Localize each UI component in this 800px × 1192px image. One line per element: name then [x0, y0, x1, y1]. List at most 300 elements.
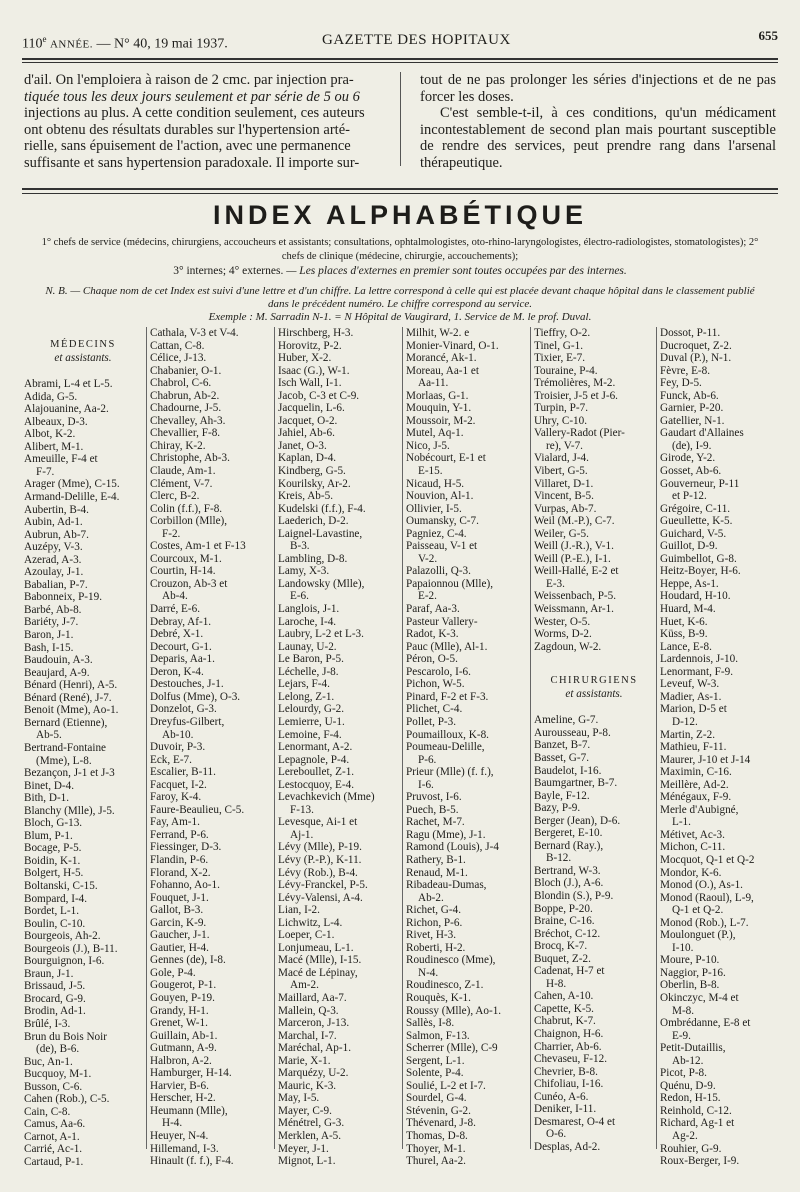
index-entry: Darré, E-6.	[150, 603, 201, 616]
index-entry: P-6.	[418, 753, 437, 766]
index-entry: O-6.	[546, 1128, 567, 1141]
index-entry: Zagdoun, W-2.	[534, 640, 602, 653]
index-entry: Chaignon, H-6.	[534, 1027, 604, 1040]
index-entry: Vurpas, Ab-7.	[534, 502, 597, 515]
index-entry: Guimbellot, G-8.	[660, 552, 737, 565]
index-note: N. B. — Chaque nom de cet Index est suivi d'une lettre et d'un chiffre. La lettre correspond à celle qui est placée devant chaque hôpital dans le classement publié dans le précédent numéro. Le chiffre correspond au service. Exemple : M. Sarradin N-1. = N Hôpital de Vaugirard, 1. Service de M. le prof. Duval.	[45, 285, 755, 323]
index-entry: Bourgeois (J.), B-11.	[24, 942, 118, 955]
index-entry: Lardennois, J-10.	[660, 653, 738, 666]
index-entry: Gallot, B-3.	[150, 904, 204, 917]
index-entry: Bénard (René), J-7.	[24, 691, 112, 704]
index-entry: Richard, Ag-1 et	[660, 1117, 735, 1130]
index-entry: Abrami, L-4 et L-5.	[24, 378, 113, 391]
index-entry: Mouquin, Y-1.	[406, 402, 472, 415]
index-entry: Maillard, Aa-7.	[278, 991, 347, 1004]
index-entry: Buc, An-1.	[24, 1055, 73, 1068]
index-entry: Charrier, Ab-6.	[534, 1040, 602, 1053]
index-entry: Chevaseu, F-12.	[534, 1053, 608, 1066]
index-entry: Blum, P-1.	[24, 829, 73, 842]
index-entry: Brodin, Ad-1.	[24, 1005, 86, 1018]
index-entry: Cattan, C-8.	[150, 339, 205, 352]
index-entry: E-6.	[290, 590, 309, 603]
index-entry: Carnot, A-1.	[24, 1130, 80, 1143]
index-entry: F-2.	[162, 527, 181, 540]
index-entry: Scherrer (Mlle), C-9	[406, 1042, 498, 1055]
index-entry: Azerad, A-3.	[24, 553, 82, 566]
section-heading-medecins: MÉDECINS	[50, 339, 116, 350]
index-entry: Cathala, V-3 et V-4.	[150, 327, 239, 339]
index-entry: Villaret, D-1.	[534, 477, 594, 490]
index-entry: Gutmann, A-9.	[150, 1042, 217, 1055]
index-entry: Binet, D-4.	[24, 779, 75, 792]
column-5	[534, 327, 654, 1153]
index-entry: Babonneix, P-19.	[24, 591, 102, 604]
index-entry: Heumann (Mlle),	[150, 1104, 228, 1117]
index-entry: Lévy-Valensi, A-4.	[278, 891, 363, 904]
index-entry: Nicaud, H-5.	[406, 477, 465, 490]
index-entry: Cartaud, P-1.	[24, 1156, 84, 1168]
index-entry: Crouzon, Ab-3 et	[150, 577, 228, 590]
index-entry: Desplas, Ad-2.	[534, 1140, 601, 1153]
index-entry: Baron, J-1.	[24, 629, 74, 642]
index-entry: Ragu (Mme), J-1.	[406, 828, 486, 841]
index-entry: Rivet, H-3.	[406, 929, 457, 942]
index-entry: Dolfus (Mme), O-3.	[150, 690, 241, 703]
index-entry: Péron, O-5.	[406, 653, 458, 666]
index-entry: Aubin, Ad-1.	[24, 516, 83, 529]
index-entry: Huber, X-2.	[278, 352, 332, 365]
index-entry: Marchal, I-7.	[278, 1029, 337, 1042]
index-entry: Bénard (Henri), A-5.	[24, 679, 118, 692]
index-entry: Nouvion, Al-1.	[406, 490, 474, 503]
index-entry: Lelong, Z-1.	[278, 690, 335, 703]
index-entry: Beaujard, A-9.	[24, 666, 90, 679]
index-entry: Oumansky, C-7.	[406, 515, 479, 528]
index-entry: Chabrol, C-6.	[150, 377, 212, 390]
index-entry: Brun du Bois Noir	[24, 1030, 107, 1043]
index-entry: Pauc (Mlle), Al-1.	[406, 640, 488, 653]
index-entry: Ab-5.	[36, 729, 62, 742]
index-entry: Hillemand, I-3.	[150, 1142, 219, 1155]
index-entry: Gaudart d'Allaines	[660, 427, 744, 440]
index-entry: Ribadeau-Dumas,	[406, 879, 487, 892]
index-entry: Gueullette, K-5.	[660, 515, 733, 528]
index-entry: Ferrand, P-6.	[150, 828, 209, 841]
index-entry: Donzelot, G-3.	[150, 703, 217, 716]
index-entry: Gougerot, P-1.	[150, 979, 217, 992]
index-entry: Levachkevich (Mme)	[278, 791, 375, 804]
index-entry: Florand, X-2.	[150, 866, 211, 879]
index-entry: Richet, G-4.	[406, 904, 461, 917]
index-entry: F-7.	[36, 465, 55, 478]
index-entry: Duval (P.), N-1.	[660, 352, 732, 365]
index-entry: Bourguignon, I-6.	[24, 955, 105, 968]
page-header	[22, 28, 778, 54]
index-entry: Radot, K-3.	[406, 628, 459, 641]
index-entry: May, I-5.	[278, 1092, 320, 1105]
index-entry: Auzépy, V-3.	[24, 541, 83, 554]
index-entry: Rouquès, K-1.	[406, 991, 471, 1004]
index-entry: Nico, J-5.	[406, 439, 450, 452]
index-entry: N-4.	[418, 966, 439, 979]
index-entry: Lonjumeau, L-1.	[278, 941, 354, 954]
index-entry: Faroy, K-4.	[150, 791, 202, 804]
index-entry: I-10.	[672, 941, 694, 954]
index-entry: Halbron, A-2.	[150, 1054, 212, 1067]
header-rule	[22, 58, 778, 60]
index-entry: Thévenard, J-8.	[406, 1117, 476, 1130]
index-entry: Basset, G-7.	[534, 751, 589, 764]
index-entry: Renaud, M-1.	[406, 866, 468, 879]
index-entry: Boppe, P-20.	[534, 902, 593, 915]
index-entry: Maximin, C-16.	[660, 766, 732, 779]
index-entry: Meyer, J-1.	[278, 1142, 329, 1155]
index-entry: Chevalley, Ah-3.	[150, 414, 226, 427]
index-entry: Facquet, I-2.	[150, 778, 207, 791]
index-entry: Launay, U-2.	[278, 640, 337, 653]
index-entry: Carrié, Ac-1.	[24, 1143, 83, 1156]
issue-info: 110e ANNÉE. — N° 40, 19 mai 1937.	[22, 34, 228, 52]
index-entry: Laubry, L-2 et L-3.	[278, 628, 364, 641]
index-entry: Weissenbach, P-5.	[534, 590, 617, 603]
index-entry: Rachet, M-7.	[406, 816, 465, 829]
index-entry: Heuyer, N-4.	[150, 1130, 209, 1142]
index-entry: Deniker, I-11.	[534, 1103, 597, 1116]
index-entry: Trémolières, M-2.	[534, 377, 616, 390]
index-entry: Cain, C-8.	[24, 1105, 71, 1118]
column-divider	[146, 327, 147, 1149]
index-entry: Babalian, P-7.	[24, 578, 88, 591]
index-entry: Morlaas, G-1.	[406, 389, 469, 402]
index-entry: Mathieu, F-11.	[660, 741, 727, 754]
index-entry: Brûlé, I-3.	[24, 1017, 71, 1030]
index-entry: Bernard (Ray.),	[534, 839, 604, 852]
index-title: INDEX ALPHABÉTIQUE	[212, 200, 588, 230]
index-entry: Lévy (P.-P.), K-11.	[278, 853, 362, 866]
index-entry: Heppe, As-1.	[660, 577, 719, 590]
index-entry: Ab-12.	[672, 1054, 704, 1067]
index-entry: Moure, P-10.	[660, 954, 720, 967]
column-4	[406, 327, 526, 1168]
index-entry: Flandin, P-6.	[150, 853, 209, 866]
index-entry: Azoulay, J-1.	[24, 566, 84, 579]
index-entry: Fouquet, J-1.	[150, 891, 209, 904]
index-entry: Garnier, P-20.	[660, 402, 724, 415]
index-entry: Horovitz, P-2.	[278, 339, 342, 352]
index-entry: Puech, B-5.	[406, 803, 459, 816]
index-entry: Roberti, H-2.	[406, 941, 466, 954]
index-entry: H-8.	[546, 977, 567, 990]
index-entry: Weill (P.-E.), I-1.	[534, 552, 611, 565]
index-entry: Lenormant, F-9.	[660, 665, 734, 678]
index-entry: Boulin, C-10.	[24, 917, 86, 930]
index-entry: Reinhold, C-12.	[660, 1104, 732, 1117]
index-entry: Moreau, Aa-1 et	[406, 364, 480, 377]
index-entry: Pruvost, I-6.	[406, 791, 462, 804]
index-entry: Moulonguet (P.),	[660, 929, 736, 942]
index-entry: Chabrun, Ab-2.	[150, 389, 220, 402]
index-entry: Roudinesco, Z-1.	[406, 979, 484, 992]
column-6	[660, 327, 778, 1168]
index-entry: Clément, V-7.	[150, 477, 213, 490]
index-entry: M-8.	[672, 1004, 695, 1017]
index-entry: Aj-1.	[290, 828, 314, 841]
index-entry: Levesque, Ai-1 et	[278, 816, 358, 829]
index-entry: Moussoir, M-2.	[406, 414, 476, 427]
index-entry: Aubertin, B-4.	[24, 503, 89, 516]
index-entry: Gatellier, N-1.	[660, 414, 725, 427]
index-entry: Garcin, K-9.	[150, 916, 207, 929]
index-entry: Cunéo, A-6.	[534, 1090, 589, 1103]
index-entry: Palazolli, Q-3.	[406, 565, 471, 578]
index-entry: Redon, H-15.	[660, 1092, 721, 1105]
index-entry: Huard, M-4.	[660, 603, 716, 616]
index-entry: Michon, C-11.	[660, 841, 726, 854]
index-entry: Richon, P-6.	[406, 916, 463, 929]
index-entry: Brocq, K-7.	[534, 940, 588, 953]
index-entry: Grenet, W-1.	[150, 1017, 208, 1030]
column-divider	[656, 327, 657, 1149]
index-entry: Morancé, Ak-1.	[406, 352, 477, 365]
index-entry: Sergent, L-1.	[406, 1054, 465, 1067]
section-subheading: et assistants.	[54, 351, 112, 364]
index-entry: Papaionnou (Mlle),	[406, 577, 493, 590]
index-entry: Meillère, Ad-2.	[660, 778, 729, 791]
index-entry: Aubrun, Ab-7.	[24, 528, 89, 541]
index-entry: Bucquoy, M-1.	[24, 1068, 92, 1081]
index-entry: L-1.	[672, 816, 691, 829]
index-entry: Q-1 et Q-2.	[672, 904, 724, 917]
index-entry: Gennes (de), I-8.	[150, 954, 226, 967]
index-entry: Deron, K-4.	[150, 665, 204, 678]
index-entry: Salmon, F-13.	[406, 1029, 470, 1042]
index-entry: Mutel, Aq-1.	[406, 427, 464, 440]
index-entry: Rathery, B-1.	[406, 853, 466, 866]
index-entry: I-6.	[418, 778, 434, 791]
index-entry: Jacquelin, L-6.	[278, 402, 345, 415]
section-subheading: et assistants.	[565, 687, 623, 700]
index-entry: Jacquet, O-2.	[278, 414, 338, 427]
index-entry: Laignel-Lavastine,	[278, 527, 363, 540]
index-entry: Lian, I-2.	[278, 904, 320, 917]
index-entry: Chabanier, O-1.	[150, 364, 222, 377]
index-entry: Fèvre, E-8.	[660, 364, 711, 377]
column-2	[150, 327, 272, 1168]
index-entry: Bréchot, C-12.	[534, 927, 601, 940]
journal-title: GAZETTE DES HOPITAUX	[322, 32, 511, 48]
index-entry: Paisseau, V-1 et	[406, 540, 478, 553]
index-entry: Vincent, B-5.	[534, 490, 594, 503]
index-entry: Ducroquet, Z-2.	[660, 339, 732, 352]
index-entry: Ab-4.	[162, 590, 188, 603]
index-entry: Chiray, K-2.	[150, 439, 206, 452]
index-entry: Gouverneur, P-11	[660, 477, 740, 490]
index-entry: Macé (Mlle), I-15.	[278, 954, 362, 967]
index-entry: Aa-11.	[418, 377, 449, 390]
column-3	[278, 327, 400, 1168]
index-entry: Milhit, W-2. e	[406, 327, 470, 339]
index-entry: Pichon, W-5.	[406, 678, 465, 691]
index-entry: Touraine, P-4.	[534, 364, 598, 377]
index-entry: Berger (Jean), D-6.	[534, 814, 621, 827]
index-entry: Braun, J-1.	[24, 967, 74, 980]
index-entry: Lemierre, U-1.	[278, 715, 345, 728]
index-entry: E-2.	[418, 590, 437, 603]
column-divider	[530, 327, 531, 1149]
index-entry: Laroche, I-4.	[278, 615, 337, 628]
index-entry: Poumeau-Delille,	[406, 741, 485, 754]
index-entry: Debré, X-1.	[150, 628, 204, 641]
index-entry: Herscher, H-2.	[150, 1092, 216, 1105]
index-entry: Merle d'Aubigné,	[660, 803, 739, 816]
index-entry: Costes, Am-1 et F-13	[150, 540, 246, 553]
index-entry: Lévy (Rob.), B-4.	[278, 866, 358, 879]
index-entry: Ameline, G-7.	[534, 714, 599, 727]
index-entry: Kourilsky, Ar-2.	[278, 477, 351, 490]
index-entry: Faure-Beaulieu, C-5.	[150, 803, 245, 816]
column-divider	[400, 72, 401, 166]
index-entry: Pasteur Vallery-	[406, 615, 478, 628]
index-entry: Escalier, B-11.	[150, 766, 216, 779]
index-entry: Kudelski (f.f.), F-4.	[278, 502, 366, 515]
index-entry: Guillot, D-9.	[660, 540, 718, 553]
index-entry: Hinault (f. f.), F-4.	[150, 1155, 234, 1168]
index-entry: Gosset, Ab-6.	[660, 465, 722, 478]
index-entry: Vialard, J-4.	[534, 452, 589, 465]
index-entry: Ab-10.	[162, 728, 194, 741]
index-entry: Chabrut, K-7.	[534, 1015, 596, 1028]
index-entry: Boidin, K-1.	[24, 854, 81, 867]
index-entry: Worms, D-2.	[534, 628, 592, 641]
index-entry: Barbé, Ab-8.	[24, 603, 82, 616]
index-entry: Chevrier, B-8.	[534, 1065, 598, 1078]
index-entry: Chevallier, F-8.	[150, 427, 221, 440]
index-entry: Vallery-Radot (Pier-	[534, 427, 625, 440]
index-entry: Mocquot, Q-1 et Q-2	[660, 853, 755, 866]
column-medecins	[24, 327, 142, 1169]
index-entry: Ameuille, F-4 et	[24, 453, 98, 466]
index-entry: Lichwitz, L-4.	[278, 916, 343, 929]
index-entry: Gautier, H-4.	[150, 941, 209, 954]
intro-text	[24, 72, 776, 182]
index-entry: Tinel, G-1.	[534, 339, 584, 352]
index-entry: Thurel, Aa-2.	[406, 1155, 466, 1168]
index-entry: Ag-2.	[672, 1130, 698, 1142]
index-entry: Albeaux, D-3.	[24, 415, 88, 428]
index-entry: Clerc, B-2.	[150, 490, 200, 503]
index-entry: Isaac (G.), W-1.	[278, 364, 350, 377]
section-rule-thin	[22, 193, 778, 194]
index-entry: Albot, K-2.	[24, 428, 76, 441]
index-entry: Paraf, Aa-3.	[406, 603, 460, 616]
index-subtitle: 1° chefs de service (médecins, chirurgiens, accoucheurs et assistants; consultations, ophtalmologistes, oto-rhino-laryngologistes, électro-radiologistes, stomatologistes); 2° chefs de clinique (médecine, chirurgie, accouchements); 3° internes; 4° externes. — Les places d'externes en premier sont toutes occupées par des internes.	[41, 237, 759, 277]
index-entry: Armand-Delille, E-4.	[24, 491, 120, 504]
index-entry: Debray, Af-1.	[150, 615, 212, 628]
index-entry: Cahen, A-10.	[534, 990, 594, 1003]
index-entry: Banzet, B-7.	[534, 739, 591, 752]
index-entry: Arager (Mme), C-15.	[24, 478, 120, 491]
index-entry: Merklen, A-5.	[278, 1130, 342, 1142]
index-entry: Duvoir, P-3.	[150, 741, 206, 754]
index-entry: Chadourne, J-5.	[150, 402, 222, 415]
index-entry: Monod (O.), As-1.	[660, 879, 743, 892]
index-entry: Bernard (Etienne),	[24, 716, 108, 729]
index-entry: Dreyfus-Gilbert,	[150, 715, 225, 728]
index-entry: Loeper, C-1.	[278, 929, 335, 942]
index-entry: Bolgert, H-5.	[24, 867, 84, 880]
index-entry: Hamburger, H-14.	[150, 1067, 232, 1080]
index-entry: Camus, Aa-6.	[24, 1118, 86, 1131]
index-entry: Pagniez, C-4.	[406, 527, 467, 540]
index-entry: Küss, B-9.	[660, 628, 708, 641]
index-entry: Okinczyc, M-4 et	[660, 991, 739, 1004]
index-entry: Jahiel, Ab-6.	[278, 427, 335, 440]
index-entry: Blondin (S.), P-9.	[534, 889, 614, 902]
index-entry: Brocard, G-9.	[24, 992, 86, 1005]
index-entry: Am-2.	[290, 979, 319, 992]
column-divider	[402, 327, 403, 1149]
intro-column-left: d'ail. On l'emploiera à raison de 2 cmc. par injection pra- tiquée tous les deux jours seulement et par série de 5 ou 6 injections au plus. A cette condition seulement, ces auteurs ont obtenu des résultats durables sur l'hypertension arté- rielle, sans épuisement de l'action, avec une permanence suffisante et sans hypertension paradoxale. Il importe sur-	[24, 72, 365, 171]
index-entry: Lambling, D-8.	[278, 552, 348, 565]
index-entry: Tieffry, O-2.	[534, 327, 591, 339]
index-entry: Bordet, L-1.	[24, 905, 79, 918]
index-entry: Weill-Hallé, E-2 et	[534, 565, 619, 578]
index-entry: Rouhier, G-9.	[660, 1142, 722, 1155]
index-entry: Adida, G-5.	[24, 390, 78, 403]
index-entry: Gole, P-4.	[150, 966, 196, 979]
index-entry: Funck, Ab-6.	[660, 389, 719, 402]
index-entry: Courcoux, M-1.	[150, 552, 222, 565]
index-entry: Landowsky (Mlle),	[278, 577, 365, 590]
index-entry: Lenormant, A-2.	[278, 741, 353, 754]
index-entry: Weissmann, Ar-1.	[534, 603, 614, 616]
index-entry: Lejars, F-4.	[278, 678, 330, 691]
index-entry: Métivet, Ac-3.	[660, 828, 725, 841]
index-entry: Kindberg, G-5.	[278, 465, 346, 478]
index-entry: Prieur (Mlle) (f. f.),	[406, 766, 494, 779]
index-entry: re), V-7.	[546, 439, 583, 452]
index-entry: Bourgeois, Ah-2.	[24, 930, 101, 943]
index-entry: Laederich, D-2.	[278, 515, 349, 528]
index-entry: Madier, As-1.	[660, 690, 722, 703]
index-entry: Lance, E-8.	[660, 640, 712, 653]
index-entry: Grandy, H-1.	[150, 1004, 209, 1017]
index-entry: Ménétrel, G-3.	[278, 1117, 345, 1130]
index-entry: Roux-Berger, I-9.	[660, 1155, 740, 1168]
index-entry: Nobécourt, E-1 et	[406, 452, 486, 465]
index-entry: Eck, E-7.	[150, 753, 192, 766]
index-entry: Lemoine, F-4.	[278, 728, 342, 741]
index-entry: Bertrand, W-3.	[534, 864, 601, 877]
index-entry: Decourt, G-1.	[150, 640, 212, 653]
index-entry: Chifoliau, I-16.	[534, 1078, 604, 1091]
index-entry: Monier-Vinard, O-1.	[406, 339, 499, 352]
index-entry: Pescarolo, I-6.	[406, 665, 471, 678]
index-entry: (Mme), L-8.	[36, 754, 92, 767]
index-entry: Baudouin, A-3.	[24, 654, 93, 667]
index-entry: Mayer, C-9.	[278, 1104, 332, 1117]
index-entry: Grégoire, C-11.	[660, 502, 731, 515]
index-entry: Deparis, Aa-1.	[150, 653, 215, 666]
page-number: 655	[758, 28, 778, 43]
index-entry: E-3.	[546, 577, 565, 590]
index-entry: V-2.	[418, 552, 438, 565]
index-entry: D-12.	[672, 715, 698, 728]
header-rule-thin	[22, 62, 778, 63]
index-entry: Gaucher, J-1.	[150, 929, 210, 942]
index-entry: Claude, Am-1.	[150, 465, 216, 478]
index-entry: Fey, D-5.	[660, 377, 702, 390]
